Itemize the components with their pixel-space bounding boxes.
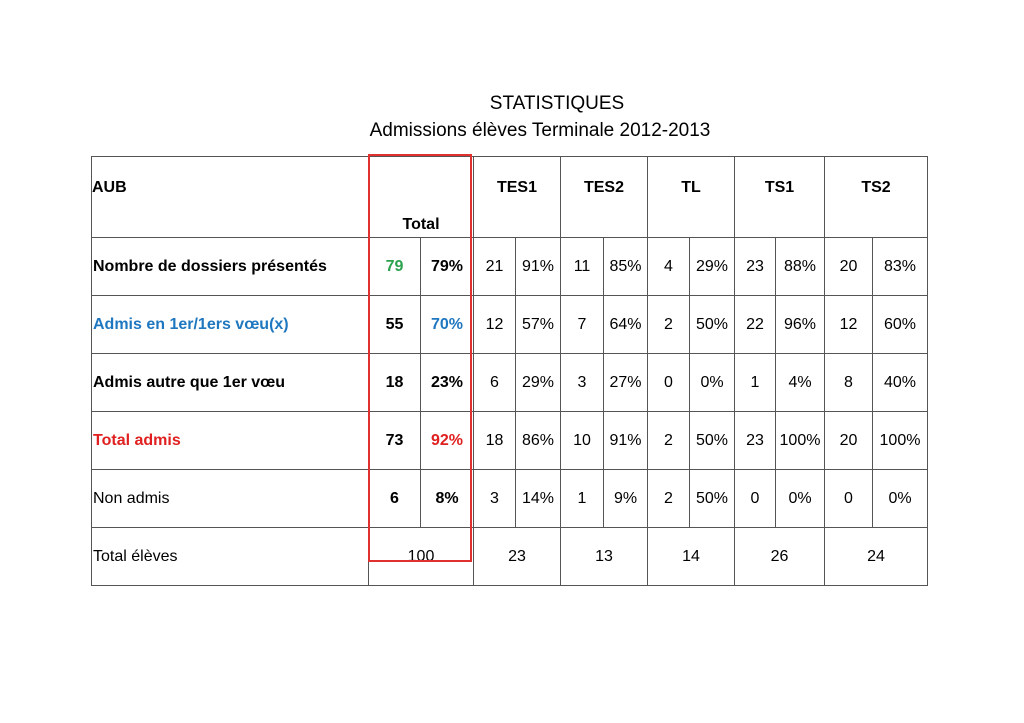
group-percent: 0%	[873, 470, 928, 528]
group-count: 2	[648, 412, 690, 470]
group-total: 26	[735, 528, 825, 586]
total-count: 18	[369, 354, 421, 412]
group-percent: 0%	[776, 470, 825, 528]
group-total: 14	[648, 528, 735, 586]
group-percent: 88%	[776, 238, 825, 296]
table-row	[92, 296, 928, 354]
total-percent: 8%	[421, 470, 474, 528]
row-label: Total élèves	[92, 528, 369, 586]
page-subtitle: Admissions élèves Terminale 2012-2013	[369, 120, 711, 141]
statistics-table	[91, 156, 928, 586]
table-row	[92, 354, 928, 412]
group-count: 2	[648, 470, 690, 528]
group-percent: 14%	[516, 470, 561, 528]
group-header-tes2: TES2	[561, 157, 648, 238]
group-total: 23	[474, 528, 561, 586]
group-count: 22	[735, 296, 776, 354]
group-count: 0	[825, 470, 873, 528]
total-percent: 23%	[421, 354, 474, 412]
group-count: 11	[561, 238, 604, 296]
group-count: 4	[648, 238, 690, 296]
group-percent: 60%	[873, 296, 928, 354]
group-percent: 96%	[776, 296, 825, 354]
group-count: 12	[474, 296, 516, 354]
group-count: 6	[474, 354, 516, 412]
group-count: 23	[735, 238, 776, 296]
group-count: 2	[648, 296, 690, 354]
group-count: 0	[648, 354, 690, 412]
header-row	[92, 157, 928, 238]
group-percent: 4%	[776, 354, 825, 412]
group-count: 8	[825, 354, 873, 412]
row-label: Admis autre que 1er vœu	[92, 354, 369, 412]
table-row	[92, 412, 928, 470]
group-percent: 91%	[516, 238, 561, 296]
group-count: 18	[474, 412, 516, 470]
total-percent: 79%	[421, 238, 474, 296]
group-count: 0	[735, 470, 776, 528]
group-percent: 0%	[690, 354, 735, 412]
group-percent: 50%	[690, 412, 735, 470]
group-percent: 83%	[873, 238, 928, 296]
total-percent: 92%	[421, 412, 474, 470]
group-percent: 57%	[516, 296, 561, 354]
group-header-tes1: TES1	[474, 157, 561, 238]
group-percent: 91%	[604, 412, 648, 470]
group-count: 1	[561, 470, 604, 528]
page-title: STATISTIQUES	[489, 93, 625, 114]
total-eleves-row	[92, 528, 928, 586]
group-percent: 29%	[516, 354, 561, 412]
group-count: 21	[474, 238, 516, 296]
group-count: 10	[561, 412, 604, 470]
group-header-tl: TL	[648, 157, 735, 238]
group-percent: 9%	[604, 470, 648, 528]
group-percent: 100%	[873, 412, 928, 470]
group-header-ts2: TS2	[825, 157, 928, 238]
row-label: Total admis	[92, 412, 369, 470]
group-percent: 27%	[604, 354, 648, 412]
corner-label: AUB	[92, 157, 369, 238]
group-count: 20	[825, 412, 873, 470]
table-row	[92, 470, 928, 528]
group-percent: 40%	[873, 354, 928, 412]
total-count: 79	[369, 238, 421, 296]
total-count: 73	[369, 412, 421, 470]
group-percent: 64%	[604, 296, 648, 354]
group-percent: 50%	[690, 470, 735, 528]
table-row	[92, 238, 928, 296]
group-percent: 50%	[690, 296, 735, 354]
total-count: 6	[369, 470, 421, 528]
total-header: Total	[369, 157, 474, 238]
total-percent: 70%	[421, 296, 474, 354]
row-label: Nombre de dossiers présentés	[92, 238, 369, 296]
total-count: 55	[369, 296, 421, 354]
title-block	[0, 90, 1024, 144]
group-percent: 100%	[776, 412, 825, 470]
group-count: 23	[735, 412, 776, 470]
group-count: 3	[474, 470, 516, 528]
group-total: 24	[825, 528, 928, 586]
group-percent: 85%	[604, 238, 648, 296]
row-label: Admis en 1er/1ers vœu(x)	[92, 296, 369, 354]
row-label: Non admis	[92, 470, 369, 528]
group-percent: 86%	[516, 412, 561, 470]
total-eleves-value: 100	[369, 528, 474, 586]
group-count: 3	[561, 354, 604, 412]
group-header-ts1: TS1	[735, 157, 825, 238]
group-count: 20	[825, 238, 873, 296]
group-percent: 29%	[690, 238, 735, 296]
group-count: 12	[825, 296, 873, 354]
group-count: 1	[735, 354, 776, 412]
group-count: 7	[561, 296, 604, 354]
group-total: 13	[561, 528, 648, 586]
